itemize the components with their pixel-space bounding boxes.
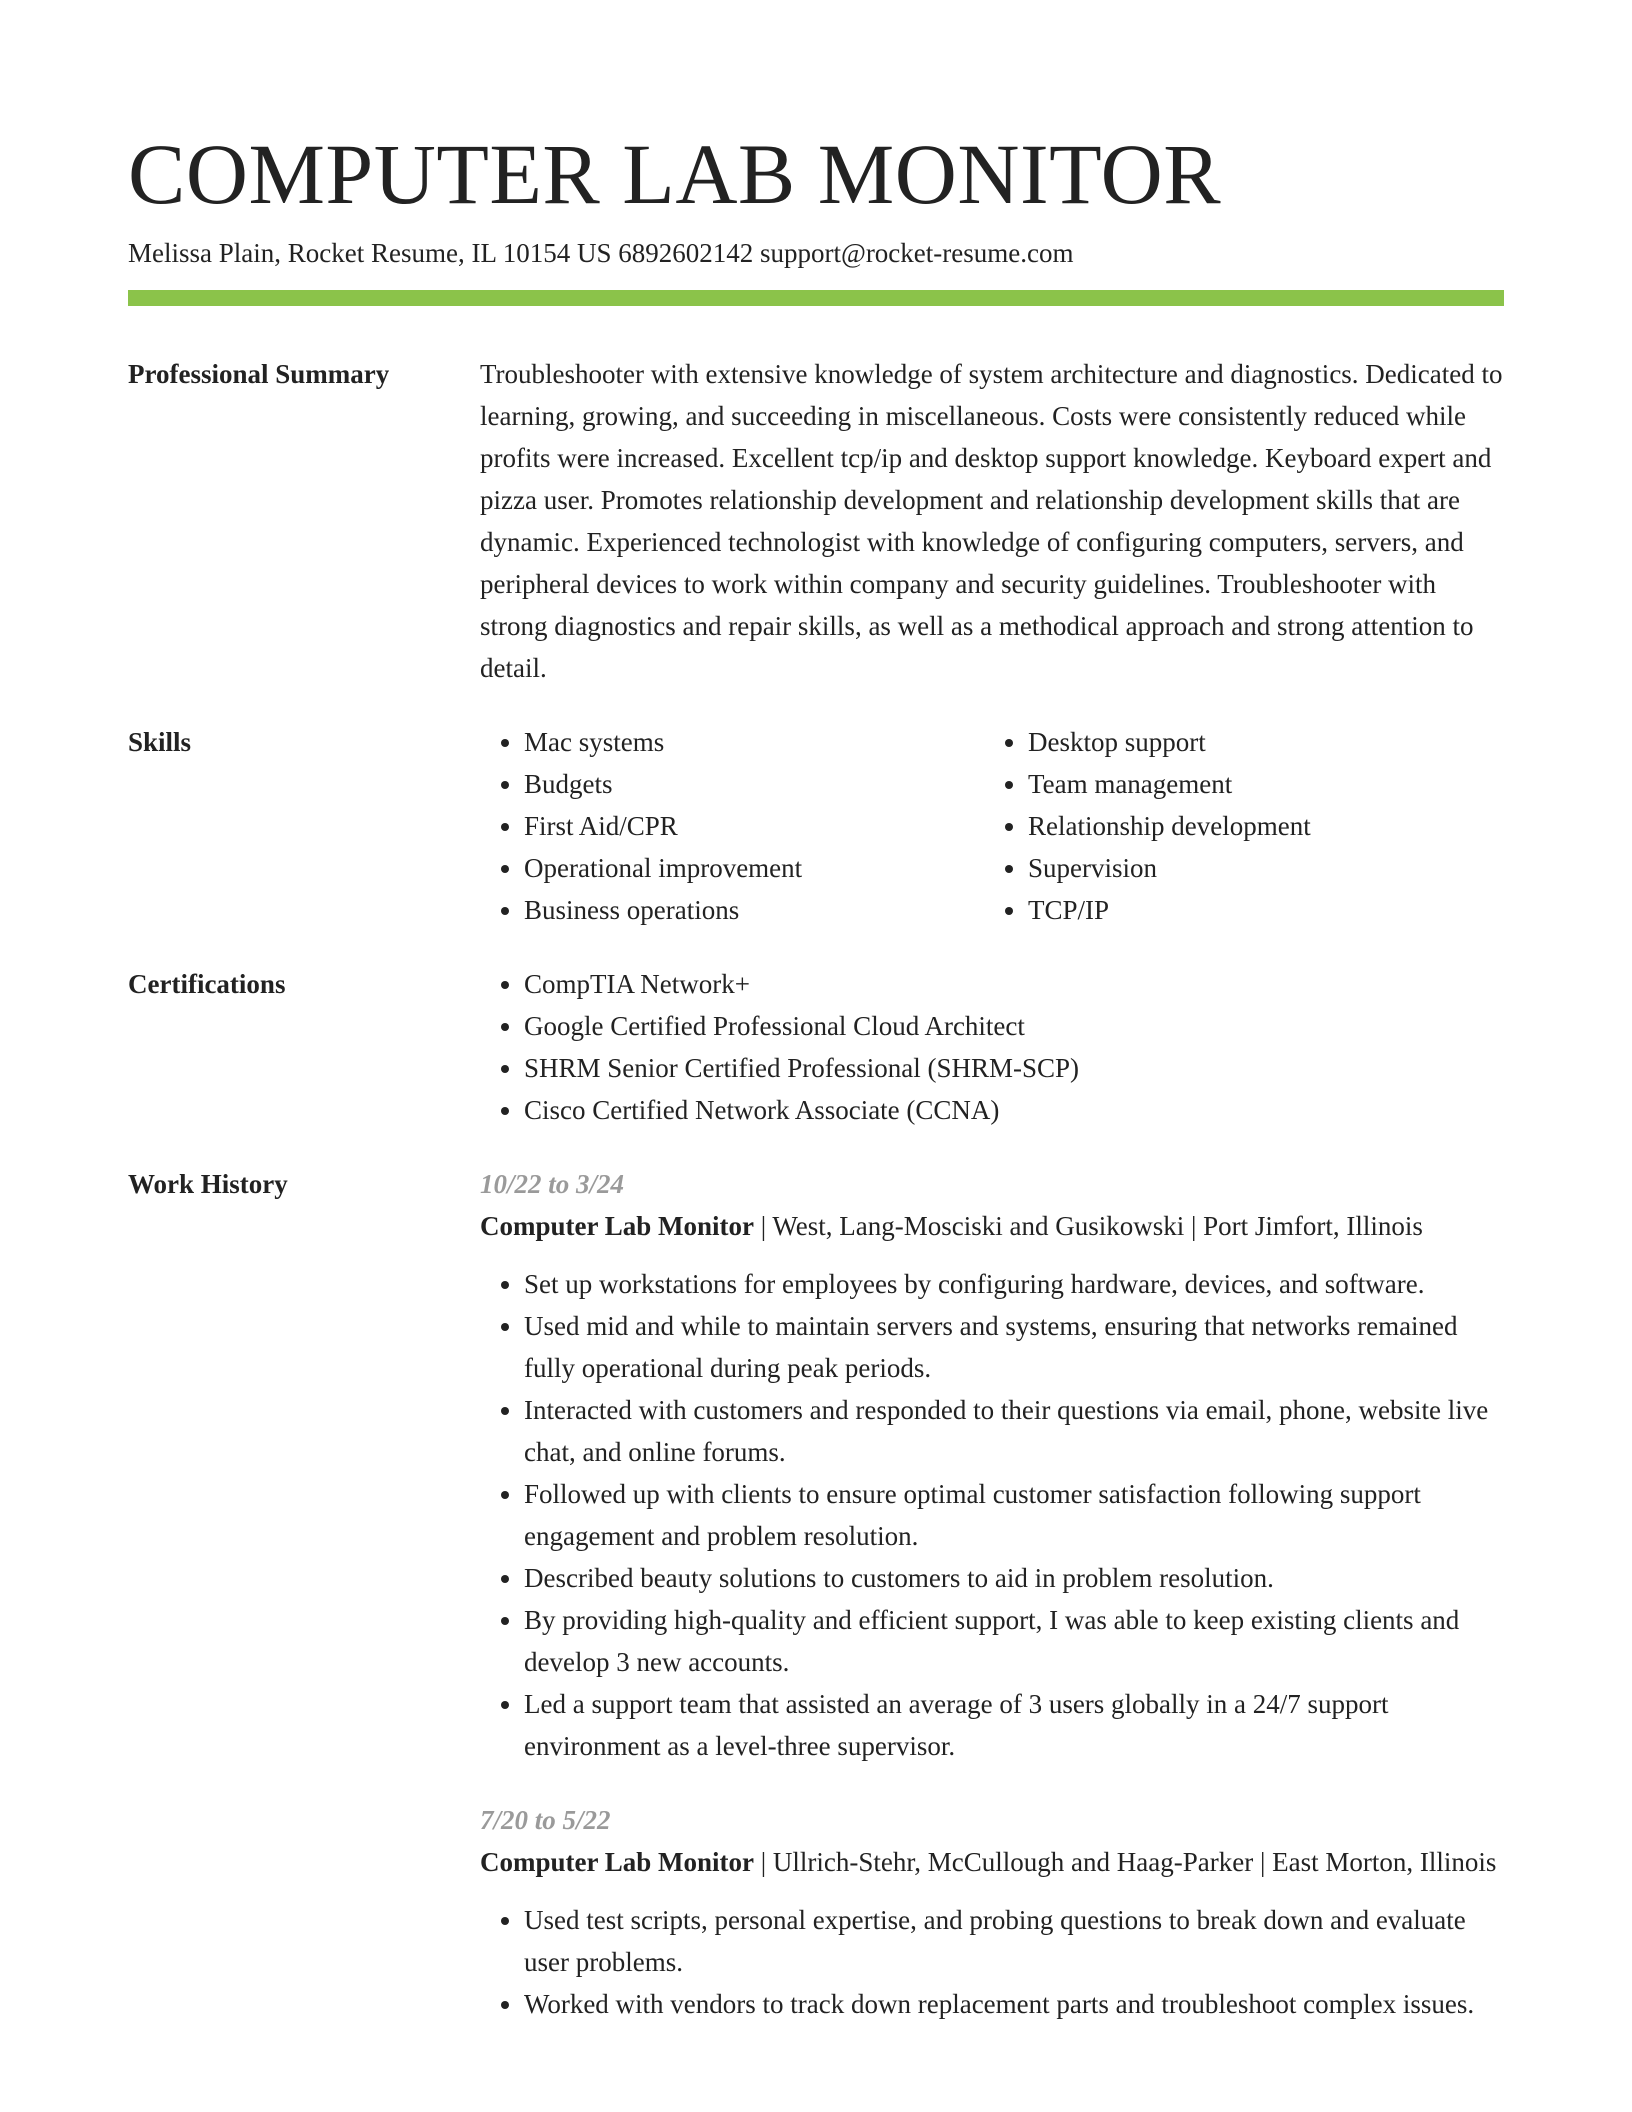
contact-line: Melissa Plain, Rocket Resume, IL 10154 US 6892602142 support@rocket-resume.com bbox=[128, 238, 1074, 268]
job-heading bbox=[480, 1205, 1504, 1247]
list-item: • First Aid/CPR bbox=[524, 805, 984, 847]
list-item: • Supervision bbox=[1028, 847, 1488, 889]
list-item: • Described beauty solutions to customers to aid in problem resolution. bbox=[524, 1557, 1504, 1599]
section-professional-summary bbox=[128, 353, 1504, 689]
list-item: • Budgets bbox=[524, 763, 984, 805]
section-label: Skills bbox=[128, 727, 192, 757]
list-item: • Followed up with clients to ensure optimal customer satisfaction following support engagement and problem resolution. bbox=[524, 1473, 1504, 1557]
job-details: | Ullrich-Stehr, McCullough and Haag-Parker | East Morton, Illinois bbox=[754, 1847, 1497, 1877]
section-label: Professional Summary bbox=[128, 359, 390, 389]
list-item: • Desktop support bbox=[1028, 721, 1488, 763]
list-item: • Relationship development bbox=[1028, 805, 1488, 847]
list-item: • CompTIA Network+ bbox=[524, 963, 1504, 1005]
section-certifications bbox=[128, 963, 1504, 1131]
list-item: • Led a support team that assisted an average of 3 users globally in a 24/7 support environment as a level-three supervisor. bbox=[524, 1683, 1504, 1767]
job-details: | West, Lang-Mosciski and Gusikowski | Port Jimfort, Illinois bbox=[754, 1211, 1423, 1241]
list-item: • Used mid and while to maintain servers and systems, ensuring that networks remained fully operational during peak periods. bbox=[524, 1305, 1504, 1389]
resume-page bbox=[128, 124, 1504, 2025]
skills-column-right bbox=[984, 721, 1488, 931]
job-title: Computer Lab Monitor bbox=[480, 1211, 754, 1241]
job-dates: 7/20 to 5/22 bbox=[480, 1805, 611, 1835]
skills-list-right bbox=[984, 721, 1488, 931]
list-item: • Business operations bbox=[524, 889, 984, 931]
skills-list-left bbox=[480, 721, 984, 931]
list-item: • TCP/IP bbox=[1028, 889, 1488, 931]
job-title: Computer Lab Monitor bbox=[480, 1847, 754, 1877]
job-bullets bbox=[480, 1899, 1504, 2025]
summary-text: Troubleshooter with extensive knowledge of system architecture and diagnostics. Dedicated to learning, growing, and succeeding in miscellaneous. Costs were consistently reduced while profits were increased. Excellent tcp/ip and desktop support knowledge. Keyboard expert and pizza user. Promotes relationship development and relationship development skills that are dynamic. Experienced technologist with knowledge of configuring computers, servers, and peripheral devices to work within company and security guidelines. Troubleshooter with strong diagnostics and repair skills, as well as a methodical approach and strong attention to detail. bbox=[480, 359, 1503, 683]
job-dates: 10/22 to 3/24 bbox=[480, 1169, 625, 1199]
job-entry bbox=[480, 1163, 1504, 1767]
list-item: • Operational improvement bbox=[524, 847, 984, 889]
list-item: • Set up workstations for employees by configuring hardware, devices, and software. bbox=[524, 1263, 1504, 1305]
header-divider bbox=[128, 290, 1504, 306]
skills-column-left bbox=[480, 721, 984, 931]
list-item: • SHRM Senior Certified Professional (SHRM-SCP) bbox=[524, 1047, 1504, 1089]
section-label: Certifications bbox=[128, 969, 286, 999]
resume-title: COMPUTER LAB MONITOR bbox=[128, 126, 1222, 222]
list-item: • Interacted with customers and responded to their questions via email, phone, website live chat, and online forums. bbox=[524, 1389, 1504, 1473]
certifications-list bbox=[480, 963, 1504, 1131]
list-item: • Cisco Certified Network Associate (CCNA) bbox=[524, 1089, 1504, 1131]
list-item: • Team management bbox=[1028, 763, 1488, 805]
list-item: • Mac systems bbox=[524, 721, 984, 763]
skills-grid bbox=[480, 721, 1504, 931]
list-item: • Google Certified Professional Cloud Architect bbox=[524, 1005, 1504, 1047]
list-item: • Worked with vendors to track down replacement parts and troubleshoot complex issues. bbox=[524, 1983, 1504, 2025]
list-item: • By providing high-quality and efficient support, I was able to keep existing clients and develop 3 new accounts. bbox=[524, 1599, 1504, 1683]
section-label: Work History bbox=[128, 1169, 288, 1199]
job-heading bbox=[480, 1841, 1504, 1883]
job-entry bbox=[480, 1799, 1504, 2025]
section-skills bbox=[128, 721, 1504, 931]
list-item: • Used test scripts, personal expertise, and probing questions to break down and evaluate user problems. bbox=[524, 1899, 1504, 1983]
section-work-history bbox=[128, 1163, 1504, 2025]
job-bullets bbox=[480, 1263, 1504, 1767]
